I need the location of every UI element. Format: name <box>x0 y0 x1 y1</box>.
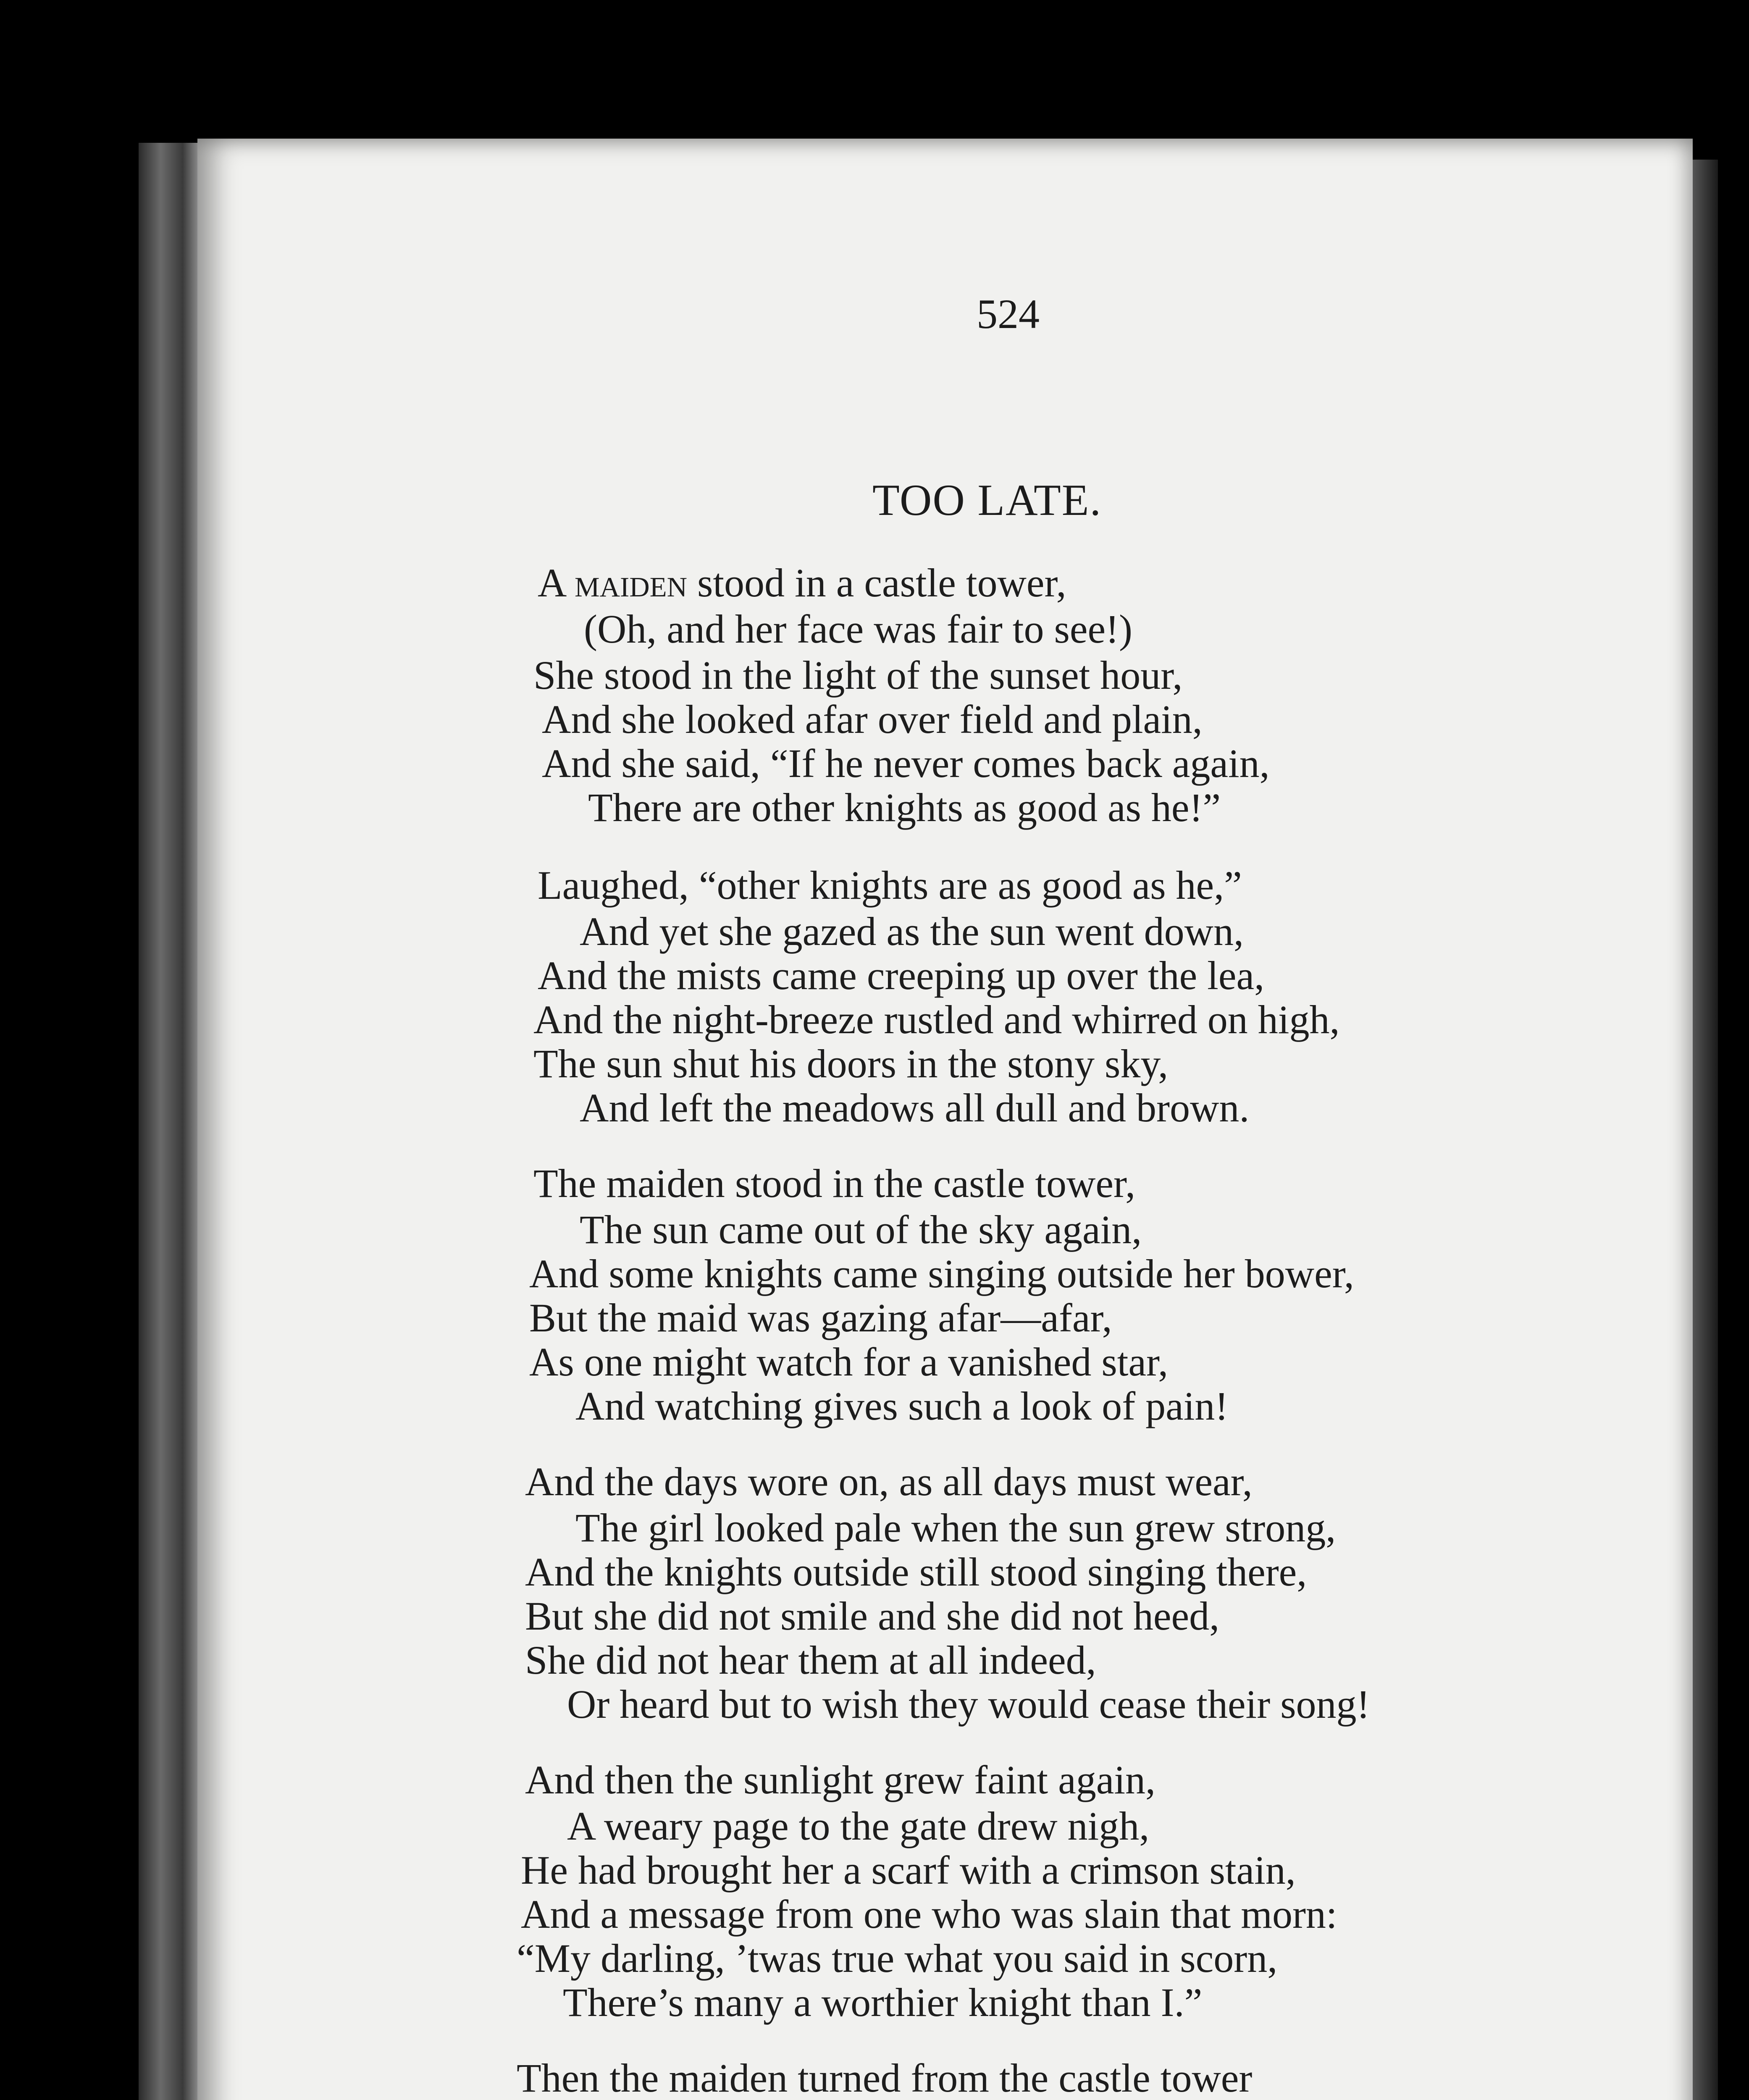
poem-line: And the knights outside still stood singing there, <box>525 1549 1307 1594</box>
poem-line: Or heard but to wish they would cease their song! <box>567 1682 1370 1727</box>
poem-line: The sun came out of the sky again, <box>580 1207 1142 1252</box>
book-binding <box>139 143 202 2100</box>
poem-title: TOO LATE. <box>872 475 1102 525</box>
poem-line: As one might watch for a vanished star, <box>529 1339 1169 1384</box>
poem-line: The maiden stood in the castle tower, <box>533 1161 1136 1206</box>
poem-line: And left the meadows all dull and brown. <box>580 1085 1250 1130</box>
poem-line: She stood in the light of the sunset hour, <box>533 653 1183 698</box>
poem-line: And then the sunlight grew faint again, <box>525 1757 1155 1802</box>
poem-line: The sun shut his doors in the stony sky, <box>533 1041 1169 1086</box>
poem-line: A weary page to the gate drew nigh, <box>567 1803 1150 1848</box>
poem-line: But the maid was gazing afar—afar, <box>529 1295 1112 1340</box>
poem-line <box>538 560 1066 605</box>
poem-line: And the days wore on, as all days must wear, <box>525 1459 1253 1504</box>
small-caps-opening: A maiden <box>538 560 687 605</box>
poem-line: There are other knights as good as he!” <box>588 785 1221 830</box>
poem-line: And watching gives such a look of pain! <box>575 1383 1229 1428</box>
poem-line: There’s many a worthier knight than I.” <box>563 1980 1203 2025</box>
poem-line: And a message from one who was slain that morn: <box>521 1892 1337 1937</box>
poem-line: And she said, “If he never comes back again, <box>542 741 1270 786</box>
poem-line: He had brought her a scarf with a crimson stain, <box>521 1848 1296 1893</box>
line-text: stood in a castle tower, <box>687 560 1066 605</box>
poem-line: She did not hear them at all indeed, <box>525 1638 1096 1683</box>
page-number: 524 <box>977 291 1040 337</box>
page-edge-shadow <box>1693 160 1718 2100</box>
poem-line: The girl looked pale when the sun grew strong, <box>575 1505 1336 1550</box>
poem-line: And she looked afar over field and plain, <box>542 697 1203 742</box>
poem-line: Laughed, “other knights are as good as he,” <box>538 863 1242 908</box>
poem-line: And yet she gazed as the sun went down, <box>580 909 1244 954</box>
poem-line: (Oh, and her face was fair to see!) <box>584 606 1132 651</box>
poem-line: And the mists came creeping up over the lea, <box>538 953 1265 998</box>
poem-line: And some knights came singing outside her bower, <box>529 1251 1354 1296</box>
poem-line: And the night-breeze rustled and whirred on high, <box>533 997 1340 1042</box>
poem-line: But she did not smile and she did not heed, <box>525 1593 1220 1638</box>
poem-line: Then the maiden turned from the castle tower <box>517 2055 1253 2100</box>
poem-line: “My darling, ’twas true what you said in scorn, <box>517 1936 1278 1981</box>
